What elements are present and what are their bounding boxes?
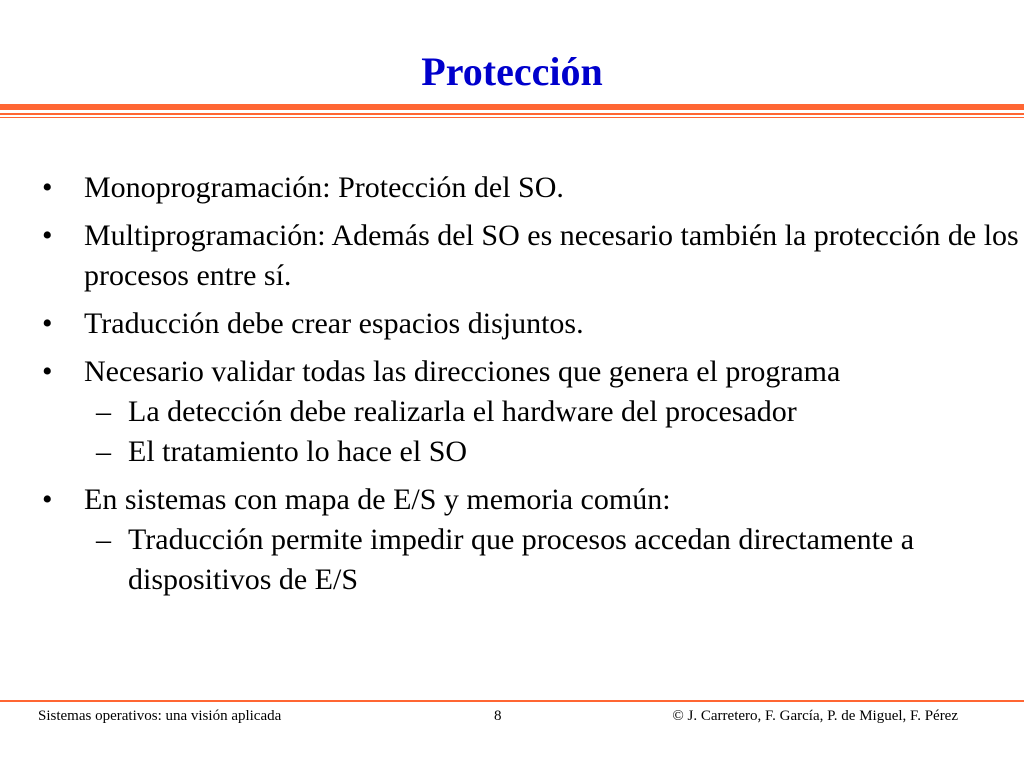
footer-book-title: Sistemas operativos: una visión aplicada [38, 708, 282, 724]
page-number: 8 [494, 708, 502, 724]
bullet-text: Monoprogramación: Protección del SO. [84, 171, 564, 204]
footer [0, 706, 1024, 726]
title-rule-thin-1 [0, 113, 1024, 115]
bullet-item [0, 168, 1024, 208]
footer-rule [0, 700, 1024, 702]
slide-title: Protección [421, 49, 603, 94]
sub-bullet-text: La detección debe realizarla el hardware del procesador [128, 395, 797, 428]
sub-bullet-list [84, 392, 1024, 472]
bullet-marker: • [42, 171, 53, 204]
sub-bullet-marker: – [96, 523, 111, 556]
bullet-item [0, 480, 1024, 600]
footer-copyright: © J. Carretero, F. García, P. de Miguel, F. Pérez [672, 708, 958, 724]
bullet-list [0, 168, 1024, 608]
bullet-text: Multiprogramación: Además del SO es necesario también la protección de los procesos entre sí. [84, 219, 1019, 292]
bullet-item [0, 216, 1024, 296]
bullet-marker: • [42, 355, 53, 388]
bullet-text: Traducción debe crear espacios disjuntos. [84, 307, 584, 340]
bullet-text: En sistemas con mapa de E/S y memoria común: [84, 483, 671, 516]
bullet-text: Necesario validar todas las direcciones que genera el programa [84, 355, 841, 388]
bullet-item [0, 352, 1024, 472]
sub-bullet-text: El tratamiento lo hace el SO [128, 435, 468, 468]
bullet-marker: • [42, 219, 53, 252]
sub-bullet-marker: – [96, 395, 111, 428]
bullet-marker: • [42, 483, 53, 516]
title-rule-thin-2 [0, 117, 1024, 118]
sub-bullet-list [84, 520, 1024, 600]
bullet-marker: • [42, 307, 53, 340]
sub-bullet-item [84, 520, 1024, 600]
sub-bullet-item [84, 432, 1024, 472]
title-rule-thick [0, 104, 1024, 110]
sub-bullet-item [84, 392, 1024, 432]
sub-bullet-text: Traducción permite impedir que procesos accedan directamente a dispositivos de E/S [128, 523, 915, 596]
sub-bullet-marker: – [96, 435, 111, 468]
bullet-item [0, 304, 1024, 344]
